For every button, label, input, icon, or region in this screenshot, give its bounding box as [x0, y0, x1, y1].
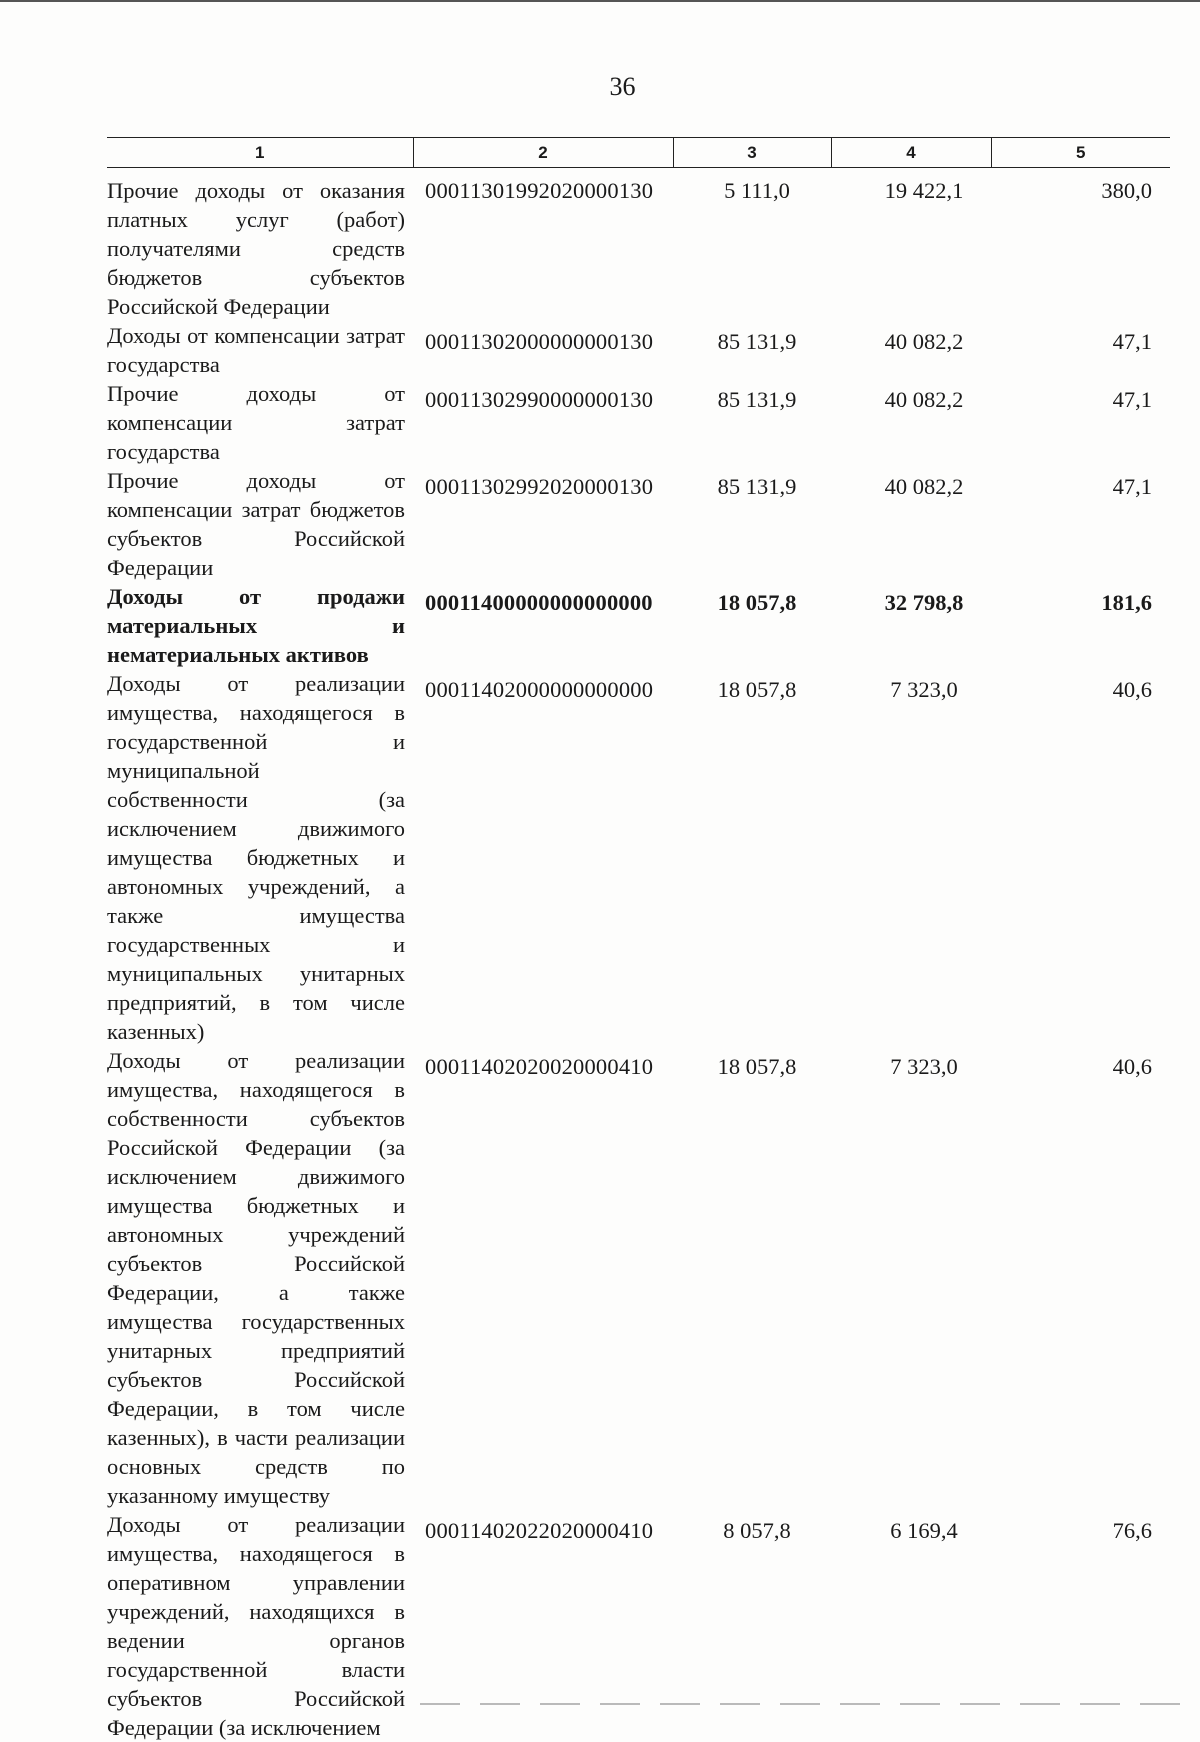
row-name: Доходы от реализации имущества, находящегося в оперативном управлении учреждений, находящихся в ведении органов государственной власти субъектов Российской Федерации (за исключением [107, 1512, 405, 1740]
row-value-col3: 85 131,9 [717, 329, 797, 354]
table-header-row [107, 138, 1170, 168]
table-row [107, 669, 1170, 1046]
table-row [107, 582, 1170, 669]
row-value-col4: 7 323,0 [890, 677, 958, 702]
row-name: Доходы от реализации имущества, находящегося в собственности субъектов Российской Федерации (за исключением движимого имущества бюджетных и автономных учреждений субъектов Российской Федерации, а также имущества государственных унитарных предприятий субъектов Российской Федерации, в том числе казенных), в части реализации основных средств по указанному имуществу [107, 1048, 405, 1508]
row-value-col5: 181,6 [1101, 590, 1152, 615]
row-value-col5: 47,1 [1112, 329, 1152, 354]
row-code: 00011400000000000000 [425, 590, 653, 615]
row-value-col4: 7 323,0 [890, 1054, 958, 1079]
row-value-col3: 85 131,9 [717, 387, 797, 412]
revenue-table [107, 137, 1170, 1742]
row-name: Доходы от продажи материальных и нематериальных активов [107, 584, 405, 667]
row-value-col3: 5 111,0 [724, 178, 790, 203]
table-row [107, 466, 1170, 582]
row-value-col5: 47,1 [1112, 387, 1152, 412]
row-value-col3: 8 057,8 [723, 1518, 791, 1543]
row-value-col4: 40 082,2 [884, 387, 964, 412]
row-value-col3: 18 057,8 [717, 590, 797, 615]
row-value-col5: 40,6 [1112, 677, 1152, 702]
row-value-col4: 40 082,2 [884, 329, 964, 354]
row-code: 00011302990000000130 [425, 387, 654, 412]
row-name: Прочие доходы от компенсации затрат государства [107, 381, 405, 464]
table-row [107, 379, 1170, 466]
column-header-3: 3 [673, 138, 831, 168]
row-value-col3: 18 057,8 [717, 1054, 797, 1079]
row-code: 00011402000000000000 [425, 677, 654, 702]
row-code: 00011302992020000130 [425, 474, 654, 499]
row-name: Прочие доходы от оказания платных услуг (работ) получателями средств бюджетов субъектов Российской Федерации [107, 178, 405, 319]
column-header-4: 4 [831, 138, 991, 168]
row-name: Прочие доходы от компенсации затрат бюджетов субъектов Российской Федерации [107, 468, 405, 580]
row-name: Доходы от реализации имущества, находящегося в государственной и муниципальной собственности (за исключением движимого имущества бюджетных и автономных учреждений, а также имущества государственных и муниципальных унитарных предприятий, в том числе казенных) [107, 671, 405, 1044]
row-value-col4: 19 422,1 [884, 178, 964, 203]
row-code: 00011402020020000410 [425, 1054, 654, 1079]
row-code: 00011402022020000410 [425, 1518, 654, 1543]
row-name: Доходы от компенсации затрат государства [107, 323, 405, 377]
row-value-col5: 40,6 [1112, 1054, 1152, 1079]
table-row [107, 168, 1170, 322]
table-row [107, 321, 1170, 379]
row-code: 00011301992020000130 [425, 178, 654, 203]
column-header-2: 2 [413, 138, 673, 168]
row-value-col4: 6 169,4 [890, 1518, 958, 1543]
row-value-col5: 76,6 [1112, 1518, 1152, 1543]
table-row [107, 1046, 1170, 1510]
scan-edge-bottom [420, 1703, 1200, 1705]
row-value-col3: 85 131,9 [717, 474, 797, 499]
row-code: 00011302000000000130 [425, 329, 654, 354]
row-value-col5: 47,1 [1112, 474, 1152, 499]
row-value-col4: 32 798,8 [884, 590, 964, 615]
table-row [107, 1510, 1170, 1742]
column-header-1: 1 [107, 138, 413, 168]
scan-edge [0, 0, 1200, 2]
page-number: 36 [609, 72, 636, 101]
row-value-col4: 40 082,2 [884, 474, 964, 499]
row-value-col5: 380,0 [1101, 178, 1152, 203]
row-value-col3: 18 057,8 [717, 677, 797, 702]
column-header-5: 5 [991, 138, 1170, 168]
